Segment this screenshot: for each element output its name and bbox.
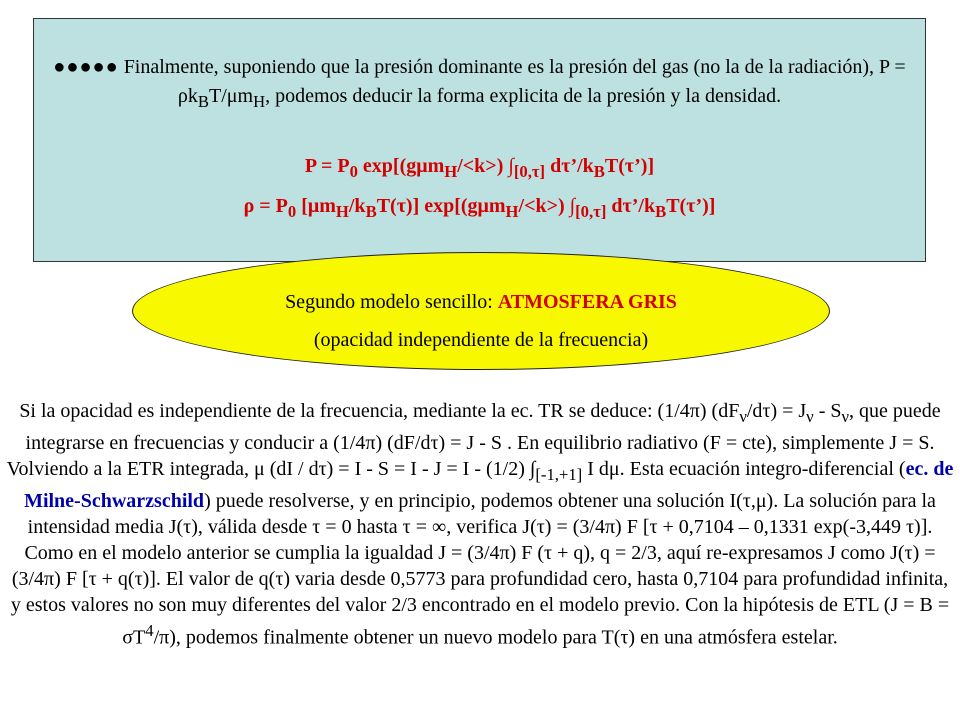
section-title: Segundo modelo sencillo: ATMOSFERA GRIS bbox=[285, 291, 677, 313]
pressure-equation: $P = P_0$ exp[(gμm$_H$/<k>) $\int_{[0,\tau]}$ $d\tau’/k_BT(\tau’)$] bbox=[304, 155, 655, 181]
bullet-dots: ●●●●● bbox=[53, 56, 119, 78]
section-title-highlight: ATMOSFERA GRIS bbox=[497, 291, 677, 313]
density-equation: $\rho = P_0$ $[\mu m_H/k_BT(\tau)]$ exp[(gμm$_H$/<k>) $\int_{[0,\tau]}$ $d\tau’/k_BT(\tau’)$] bbox=[243, 195, 716, 221]
summary-box bbox=[33, 18, 926, 262]
summary-intro: ●●●●● Finalmente, suponiendo que la presión dominante es la presión del gas (no la de la radiación), $P = \rho k_BT/\mu m_H$, podemos deducir la forma explicita de la presión y la densidad. bbox=[53, 56, 906, 111]
section-title-ellipse bbox=[132, 252, 830, 370]
section-subtitle: (opacidad independiente de la frecuencia) bbox=[313, 329, 649, 351]
body-paragraph: Si la opacidad es independiente de la frecuencia, mediante la ec. TR se deduce: (1/4π) $(dF_\nu/d\tau) = J_\nu - S_\nu$, que puede integrarse en frecuencias y conducir a (1/4π) (dF/dτ) = J - S . En equilibrio radiativo (F = cte), simplemente J = S. Volviendo a la ETR integrada, μ (dI / dτ) = I - S = I - J = I - (1/2) $\int_{[-1,+1]}$ I dμ. Esta ecuación integro-diferencial (ec. de Milne-Schwarzschild) puede resolverse, y en principio, podemos obtener una solución I(τ,μ). La solución para la intensidad media J(τ), válida desde τ = 0 hasta τ = ∞, verifica J(τ) = (3/4π) F [τ + 0,7104 – 0,1331 exp(-3,449 τ)]. Como en el modelo anterior se cumplia la igualdad J = (3/4π) F (τ + q), q = 2/3, aquí re-expresamos J como J(τ) = (3/4π) F [τ + q(τ)]. El valor de q(τ) varia desde 0,5773 para profundidad cero, hasta 0,7104 para profundidad infinita, y estos valores no son muy diferentes del valor 2/3 encontrado en el modelo previo. Con la hipótesis de ETL $(J = B = \sigma T^4/\pi)$, podemos finalmente obtener un nuevo modelo para T(τ) en una atmósfera estelar. bbox=[6, 400, 954, 649]
milne-schwarzschild-label: ec. de Milne-Schwarzschild bbox=[24, 458, 954, 512]
